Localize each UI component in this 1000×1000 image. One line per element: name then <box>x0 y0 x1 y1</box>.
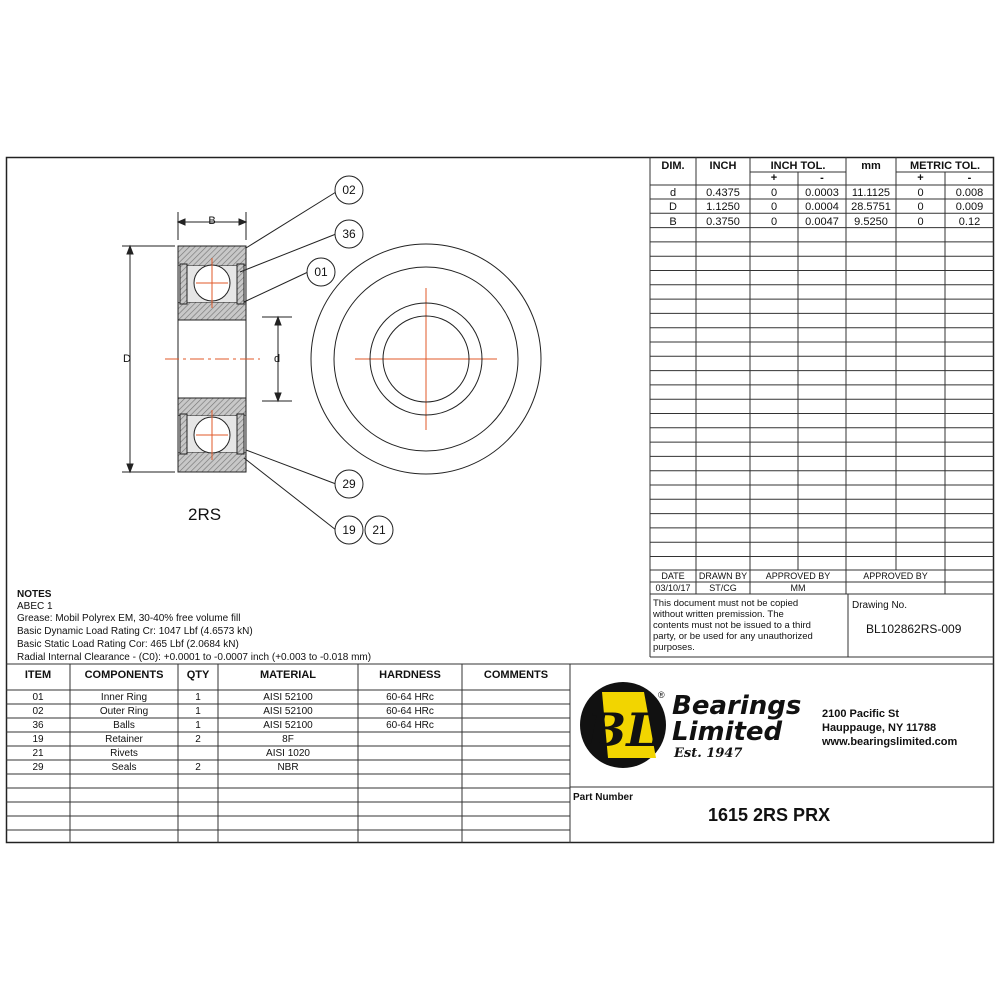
disclaimer: This document must not be copied without written premission. The contents must not be issued to a third party, or be used for any unauthorized purposes. <box>653 598 813 653</box>
drawn-by-header: DRAWN BY <box>698 571 748 581</box>
dim-cell-inch-plus: 0 <box>770 187 778 199</box>
balloon-19: 19 <box>342 523 356 537</box>
seal-bottom-right <box>237 414 244 454</box>
approved-by-value: MM <box>790 583 806 593</box>
leader-lines <box>240 192 336 530</box>
dim-cell-mm: 11.1125 <box>851 187 891 199</box>
note-line: Radial Internal Clearance - (C0): +0.0001 to -0.0007 inch (+0.003 to -0.018 mm) <box>17 652 372 663</box>
inch-tol-plus: + <box>770 172 778 184</box>
registered-mark: ® <box>658 690 665 700</box>
website[interactable]: www.bearingslimited.com <box>822 736 958 748</box>
dim-cell-metric-minus: 0.008 <box>955 187 984 199</box>
date-header: DATE <box>661 571 685 581</box>
company-est: Est. 1947 <box>674 746 743 761</box>
dim-cell-metric-minus: 0.12 <box>958 215 981 228</box>
balloon-01: 01 <box>314 265 328 279</box>
component-cell-item: 21 <box>32 748 44 759</box>
component-cell-material: AISI 52100 <box>263 692 313 703</box>
seal-top-right <box>237 264 244 304</box>
part-number-value: 1615 2RS PRX <box>708 805 831 825</box>
component-cell-hardness: 60-64 HRc <box>386 692 434 703</box>
dim-cell-dim: D <box>669 201 677 214</box>
note-line: Basic Dynamic Load Rating Cr: 1047 Lbf (4.6573 kN) <box>17 626 253 637</box>
qty-header: QTY <box>186 669 210 681</box>
component-cell-item: 36 <box>32 720 44 731</box>
approved-by-header: APPROVED BY <box>765 571 831 581</box>
component-cell-qty: 2 <box>195 762 201 773</box>
dim-cell-metric-plus: 0 <box>917 215 924 228</box>
inch-tol-minus: - <box>820 172 824 184</box>
component-cell-item: 02 <box>32 706 44 717</box>
metric-tol-header: METRIC TOL. <box>909 160 981 172</box>
drawing-number-value: BL102862RS-009 <box>866 622 962 636</box>
dim-cell-metric-minus: 0.009 <box>955 201 984 214</box>
dim-cell-dim: B <box>669 215 677 228</box>
part-number-label: Part Number <box>573 792 634 803</box>
component-cell-material: AISI 52100 <box>263 706 313 717</box>
dim-cell-inch-plus: 0 <box>770 215 778 228</box>
components-header: COMPONENTS <box>84 669 164 681</box>
dim-header: DIM. <box>661 160 685 172</box>
inch-tol-header: INCH TOL. <box>770 160 826 172</box>
seal-top-left <box>180 264 187 304</box>
address-line1: 2100 Pacific St <box>822 708 900 720</box>
comments-header: COMMENTS <box>483 669 549 681</box>
dim-cell-mm: 28.5751 <box>851 201 891 214</box>
logo-letters: BL <box>587 703 659 757</box>
notes-title: NOTES <box>17 589 52 600</box>
component-cell-material: AISI 52100 <box>263 720 313 731</box>
component-cell-qty: 1 <box>195 706 201 717</box>
component-cell-material: NBR <box>277 762 299 773</box>
dim-cell-metric-plus: 0 <box>917 201 924 214</box>
material-header: MATERIAL <box>259 669 316 681</box>
component-cell-hardness: 60-64 HRc <box>386 720 434 731</box>
dim-cell-mm: 9.5250 <box>854 215 888 228</box>
dim-label-D: D <box>123 353 131 365</box>
dim-label-B: B <box>208 215 216 227</box>
drawn-by-value: ST/CG <box>709 583 737 593</box>
metric-tol-minus: - <box>967 172 972 184</box>
address-line2: Hauppauge, NY 11788 <box>822 722 937 734</box>
component-cell-qty: 1 <box>195 692 201 703</box>
company-logo <box>578 680 668 770</box>
component-cell-component: Retainer <box>105 734 143 745</box>
balloon-29: 29 <box>342 477 356 491</box>
drawing-number-label: Drawing No. <box>852 600 908 611</box>
balloon-36: 36 <box>342 227 356 241</box>
mm-header: mm <box>861 160 881 172</box>
inch-header: INCH <box>709 160 737 172</box>
component-cell-material: AISI 1020 <box>266 748 310 759</box>
component-cell-component: Rivets <box>110 748 138 759</box>
company-name-line1: Bearings <box>672 691 802 721</box>
balloon-21: 21 <box>372 523 386 537</box>
note-line: Grease: Mobil Polyrex EM, 30-40% free volume fill <box>17 613 241 624</box>
note-line: ABEC 1 <box>17 601 53 612</box>
dim-cell-inch: 0.3750 <box>706 215 740 228</box>
dim-cell-inch-minus: 0.0004 <box>805 201 839 214</box>
component-cell-component: Balls <box>113 720 135 731</box>
dim-cell-inch: 1.1250 <box>706 201 740 214</box>
dim-cell-inch-minus: 0.0047 <box>805 215 839 228</box>
dim-cell-inch: 0.4375 <box>706 187 740 199</box>
component-cell-component: Outer Ring <box>99 706 149 717</box>
note-line: Basic Static Load Rating Cor: 465 Lbf (2.0684 kN) <box>17 639 239 650</box>
dim-cell-inch-plus: 0 <box>770 201 778 214</box>
component-cell-item: 29 <box>32 762 44 773</box>
seal-type-label: 2RS <box>188 505 222 524</box>
hardness-header: HARDNESS <box>379 669 441 681</box>
component-cell-qty: 2 <box>195 734 201 745</box>
component-cell-item: 19 <box>32 734 44 745</box>
component-cell-qty: 1 <box>195 720 201 731</box>
dim-cell-dim: d <box>669 187 677 199</box>
dim-cell-inch-minus: 0.0003 <box>805 187 839 199</box>
balloon-02: 02 <box>342 183 356 197</box>
component-cell-component: Seals <box>111 762 137 773</box>
component-cell-item: 01 <box>32 692 44 703</box>
component-cell-hardness: 60-64 HRc <box>386 706 434 717</box>
metric-tol-plus: + <box>917 172 924 184</box>
component-cell-component: Inner Ring <box>100 692 148 703</box>
dim-label-d: d <box>273 353 281 365</box>
dim-cell-metric-plus: 0 <box>917 187 924 199</box>
seal-bottom-left <box>180 414 187 454</box>
approved-by-2-header: APPROVED BY <box>863 571 928 581</box>
item-header: ITEM <box>24 669 52 681</box>
component-cell-material: 8F <box>282 734 294 745</box>
date-value: 03/10/17 <box>655 583 691 593</box>
company-name-line2: Limited <box>672 717 783 747</box>
